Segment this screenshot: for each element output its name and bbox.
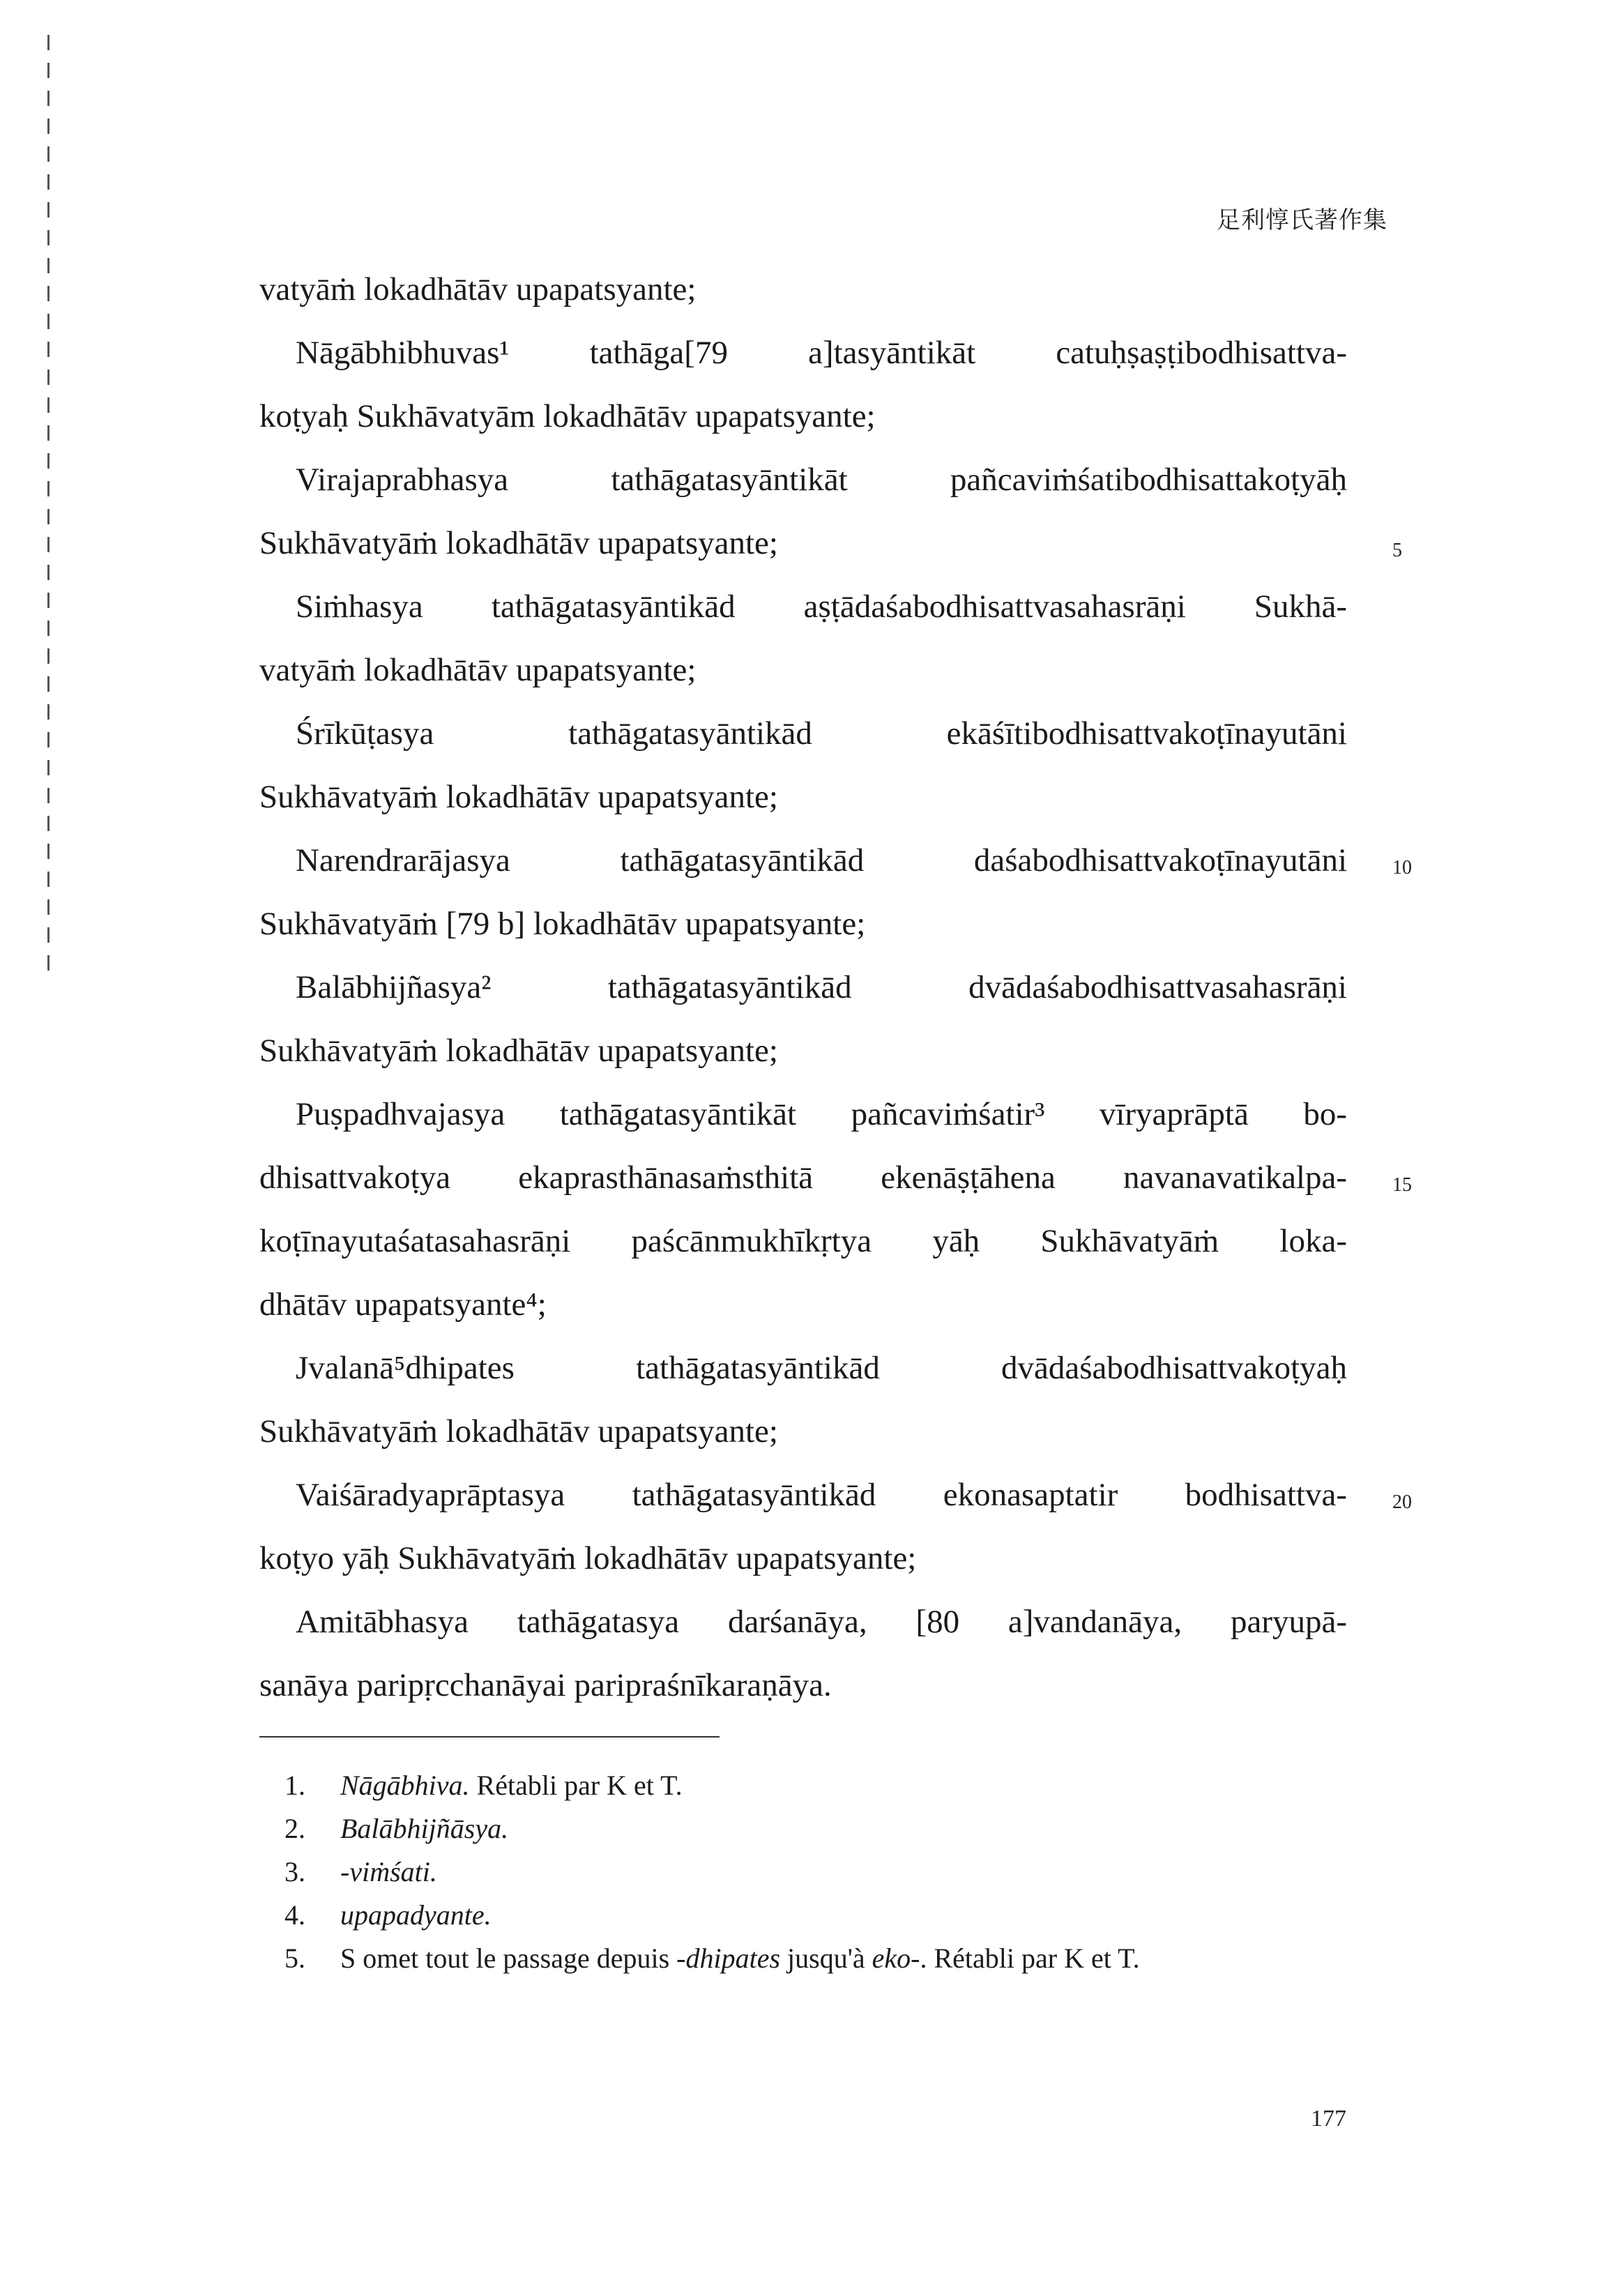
footnote: [284, 1807, 1344, 1850]
text-line-content: vatyāṁ lokadhātāv upapatsyante;: [259, 271, 697, 307]
text-line-content: Balābhijñasya² tathāgatasyāntikād dvādaśabodhisattvasahasrāṇi: [296, 969, 1347, 1005]
text-line: [259, 1019, 1347, 1083]
text-line-content: Puṣpadhvajasya tathāgatasyāntikāt pañcaviṁśatir³ vīryaprāptā bo-: [296, 1096, 1347, 1132]
text-line: [259, 321, 1347, 385]
running-header: 足利惇氏著作集: [1217, 206, 1387, 234]
text-line-content: dhātāv upapatsyante⁴;: [259, 1286, 547, 1323]
text-line-content: Sukhāvatyāṁ lokadhātāv upapatsyante;: [259, 1033, 778, 1069]
footnote-text: upapadyante.: [340, 1899, 492, 1931]
text-line: [259, 1400, 1347, 1463]
footnotes: [284, 1764, 1344, 1980]
text-line: [259, 385, 1347, 448]
text-line-content: Amitābhasya tathāgatasya darśanāya, [80 a]vandanāya, paryupā-: [296, 1604, 1347, 1640]
text-line-content: koṭyo yāḥ Sukhāvatyāṁ lokadhātāv upapatsyante;: [259, 1540, 917, 1576]
footnote-text: . Rétabli par K et T.: [920, 1943, 1140, 1974]
footnote: [284, 1850, 1344, 1894]
footnote-text: eko-: [872, 1943, 920, 1974]
text-line: [259, 1083, 1347, 1146]
text-line-content: koṭīnayutaśatasahasrāṇi paścānmukhīkṛtya yāḥ Sukhāvatyāṁ loka-: [259, 1223, 1347, 1259]
line-number: 15: [1392, 1174, 1412, 1196]
text-line: [259, 1463, 1412, 1527]
text-line-content: Śrīkūṭasya tathāgatasyāntikād ekāśītibodhisattvakoṭīnayutāni: [296, 715, 1347, 752]
line-number: 5: [1392, 540, 1402, 561]
footnote-number: 3.: [284, 1856, 305, 1887]
text-line: [259, 1210, 1347, 1273]
text-line: [259, 639, 1347, 702]
text-line: [259, 1590, 1347, 1654]
line-number: 10: [1392, 857, 1412, 879]
text-line: [259, 766, 1347, 829]
page-number: 177: [1311, 2106, 1346, 2131]
text-line-content: Narendrarājasya tathāgatasyāntikād daśabodhisattvakoṭīnayutāni: [296, 842, 1347, 879]
text-line-content: Vaiśāradyaprāptasya tathāgatasyāntikād ekonasaptatir bodhisattva-: [296, 1477, 1347, 1513]
footnote: [284, 1764, 1344, 1807]
text-line-content: Nāgābhibhuvas¹ tathāga[79 a]tasyāntikāt catuḥṣaṣṭibodhisattva-: [296, 335, 1347, 371]
text-line: [259, 829, 1412, 892]
text-line: [259, 258, 1347, 321]
text-line: [259, 892, 1347, 956]
text-line: [259, 1146, 1412, 1210]
text-line-content: Sukhāvatyāṁ lokadhātāv upapatsyante;: [259, 1413, 778, 1450]
footnote-number: 4.: [284, 1899, 305, 1931]
footnote-number: 2.: [284, 1813, 305, 1844]
footnote: [284, 1937, 1344, 1980]
text-line: [259, 1527, 1347, 1590]
text-line-content: Sukhāvatyāṁ [79 b] lokadhātāv upapatsyante;: [259, 906, 866, 942]
text-line-content: dhisattvakoṭya ekaprasthānasaṁsthitā ekenāṣṭāhena navanavatikalpa-: [259, 1160, 1347, 1196]
text-line: [259, 1273, 1347, 1337]
text-line-content: Virajaprabhasya tathāgatasyāntikāt pañcaviṁśatibodhisattakoṭyāḥ: [296, 462, 1347, 498]
text-line-content: vatyāṁ lokadhātāv upapatsyante;: [259, 652, 697, 688]
text-line-content: Sukhāvatyāṁ lokadhātāv upapatsyante;: [259, 525, 778, 561]
text-line-content: Jvalanā⁵dhipates tathāgatasyāntikād dvādaśabodhisattvakoṭyaḥ: [296, 1350, 1347, 1386]
footnote-text: Nāgābhiva.: [340, 1770, 470, 1801]
text-line: [259, 512, 1402, 575]
footnote-number: 5.: [284, 1943, 305, 1974]
main-text: [259, 258, 1412, 1717]
footnote-text: jusqu'à: [780, 1943, 872, 1974]
text-line: [259, 702, 1347, 766]
footnote-text: -dhipates: [676, 1943, 781, 1974]
text-line-content: Siṁhasya tathāgatasyāntikād aṣṭādaśabodhisattvasahasrāṇi Sukhā-: [296, 588, 1347, 625]
footnote-number: 1.: [284, 1770, 305, 1801]
text-line: [259, 575, 1347, 639]
footnote-text: -viṁśati.: [340, 1856, 437, 1887]
text-line: [259, 448, 1347, 512]
footnote: [284, 1894, 1344, 1937]
footnote-text: Balābhijñāsya.: [340, 1813, 509, 1844]
footnote-text: S omet tout le passage depuis: [340, 1943, 677, 1974]
text-line-content: Sukhāvatyāṁ lokadhātāv upapatsyante;: [259, 779, 778, 815]
text-line-content: koṭyaḥ Sukhāvatyām lokadhātāv upapatsyante;: [259, 398, 876, 434]
footnote-text: Rétabli par K et T.: [469, 1770, 683, 1801]
scan-margin-mark: [47, 35, 50, 983]
footnote-rule: [259, 1736, 720, 1738]
text-line-content: sanāya paripṛcchanāyai paripraśnīkaraṇāya.: [259, 1667, 832, 1703]
text-line: [259, 1337, 1347, 1400]
text-line: [259, 956, 1347, 1019]
text-line: [259, 1654, 1347, 1717]
line-number: 20: [1392, 1491, 1412, 1513]
